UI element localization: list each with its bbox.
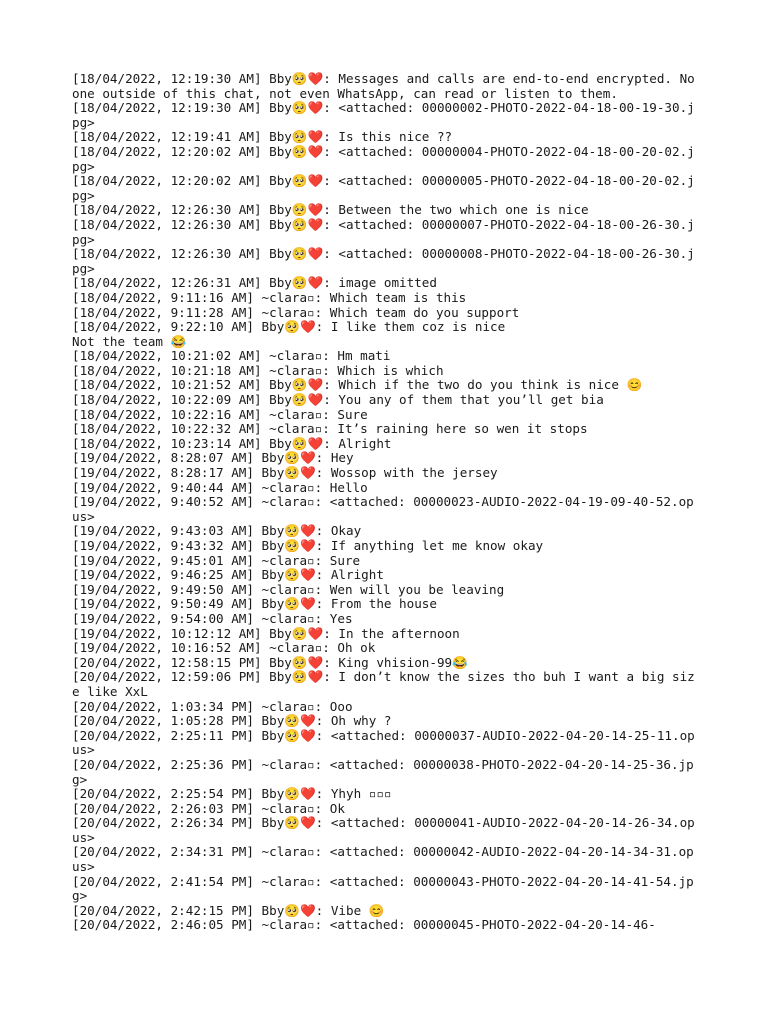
chat-message-line: [18/04/2022, 12:20:02 AM] Bby🥺❤️: <attached: 00000005-PHOTO-2022-04-18-00-20-02.jpg> [72, 173, 695, 203]
chat-message-line: [18/04/2022, 12:26:31 AM] Bby🥺❤️: image omitted [72, 275, 437, 291]
chat-message-line: [18/04/2022, 10:23:14 AM] Bby🥺❤️: Alright [72, 435, 392, 451]
chat-message-line: [19/04/2022, 8:28:07 AM] Bby🥺❤️: Hey [72, 450, 354, 466]
chat-message-line: [20/04/2022, 2:25:11 PM] Bby🥺❤️: <attached: 00000037-AUDIO-2022-04-20-14-25-11.opus> [72, 727, 695, 758]
chat-message-line: [20/04/2022, 1:05:28 PM] Bby🥺❤️: Oh why ? [72, 713, 392, 729]
chat-message-line: [20/04/2022, 12:59:06 PM] Bby🥺❤️: I don’t know the sizes tho buh I want a big size like XxL [72, 669, 695, 699]
chat-message-line: [20/04/2022, 2:42:15 PM] Bby🥺❤️: Vibe 😊 [72, 902, 385, 918]
chat-message-line: [20/04/2022, 2:25:36 PM] ~clara▫: <attached: 00000038-PHOTO-2022-04-20-14-25-36.jpg> [72, 756, 694, 787]
chat-message-line: [20/04/2022, 2:25:54 PM] Bby🥺❤️: Yhyh ▫▫▫ [72, 786, 392, 802]
chat-message-line: [18/04/2022, 12:26:30 AM] Bby🥺❤️: <attached: 00000008-PHOTO-2022-04-18-00-26-30.jpg> [72, 246, 695, 276]
chat-message-line: [20/04/2022, 2:26:03 PM] ~clara▫: Ok [72, 800, 345, 816]
chat-message-line: [18/04/2022, 9:22:10 AM] Bby🥺❤️: I like them coz is nice Not the team 😂 [72, 319, 506, 349]
chat-message-line: [20/04/2022, 2:34:31 PM] ~clara▫: <attached: 00000042-AUDIO-2022-04-20-14-34-31.opus> [72, 844, 694, 875]
chat-message-line: [19/04/2022, 9:49:50 AM] ~clara▫: Wen will you be leaving [72, 581, 505, 597]
chat-message-line: [19/04/2022, 8:28:17 AM] Bby🥺❤️: Wossop with the jersey [72, 465, 498, 481]
chat-message-line: [18/04/2022, 10:21:52 AM] Bby🥺❤️: Which if the two do you think is nice 😊 [72, 377, 643, 393]
chat-message-line: [18/04/2022, 9:11:28 AM] ~clara▫: Which team do you support [72, 304, 520, 320]
chat-message-line: [20/04/2022, 2:26:34 PM] Bby🥺❤️: <attached: 00000041-AUDIO-2022-04-20-14-26-34.opus> [72, 815, 695, 845]
chat-message-line: [18/04/2022, 10:21:02 AM] ~clara▫: Hm mati [72, 348, 391, 364]
chat-message-line: [19/04/2022, 9:50:49 AM] Bby🥺❤️: From the house [72, 596, 437, 612]
chat-message-line: [18/04/2022, 12:26:30 AM] Bby🥺❤️: <attached: 00000007-PHOTO-2022-04-18-00-26-30.jpg> [72, 216, 695, 247]
chat-message-line: [19/04/2022, 9:40:44 AM] ~clara▫: Hello [72, 479, 368, 495]
chat-message-line: [19/04/2022, 9:46:25 AM] Bby🥺❤️: Alright [72, 567, 384, 583]
chat-message-line: [18/04/2022, 10:22:32 AM] ~clara▫: It’s raining here so wen it stops [72, 421, 588, 437]
chat-message-line: [19/04/2022, 9:40:52 AM] ~clara▫: <attached: 00000023-AUDIO-2022-04-19-09-40-52.opus> [72, 494, 694, 524]
chat-message-line: [18/04/2022, 12:26:30 AM] Bby🥺❤️: Between the two which one is nice [72, 202, 589, 218]
chat-message-line: [18/04/2022, 12:19:41 AM] Bby🥺❤️: Is this nice ?? [72, 129, 453, 145]
chat-message-line: [20/04/2022, 12:58:15 PM] Bby🥺❤️: King vhision-99😂 [72, 654, 468, 670]
chat-message-line: [19/04/2022, 9:43:03 AM] Bby🥺❤️: Okay [72, 523, 362, 539]
chat-transcript [72, 71, 703, 933]
chat-message-line: [19/04/2022, 9:43:32 AM] Bby🥺❤️: If anything let me know okay [72, 538, 544, 553]
chat-message-line: [20/04/2022, 2:46:05 PM] ~clara▫: <attached: 00000045-PHOTO-2022-04-20-14-46- [72, 917, 656, 933]
chat-message-line: [18/04/2022, 10:22:16 AM] ~clara▫: Sure [72, 406, 368, 422]
chat-message-line: [19/04/2022, 10:12:12 AM] Bby🥺❤️: In the afternoon [72, 625, 460, 641]
chat-message-line: [20/04/2022, 1:03:34 PM] ~clara▫: Ooo [72, 698, 353, 714]
chat-message-line: [19/04/2022, 9:45:01 AM] ~clara▫: Sure [72, 552, 361, 568]
chat-message-line: [18/04/2022, 10:22:09 AM] Bby🥺❤️: You any of them that you’ll get bia [72, 392, 604, 408]
chat-message-line: [19/04/2022, 10:16:52 AM] ~clara▫: Oh ok [72, 640, 376, 656]
chat-message-line: [18/04/2022, 12:20:02 AM] Bby🥺❤️: <attached: 00000004-PHOTO-2022-04-18-00-20-02.jpg> [72, 143, 695, 174]
chat-message-line: [19/04/2022, 9:54:00 AM] ~clara▫: Yes [72, 610, 353, 626]
chat-message-line: [18/04/2022, 10:21:18 AM] ~clara▫: Which is which [72, 362, 444, 378]
chat-message-line: [18/04/2022, 12:19:30 AM] Bby🥺❤️: Messages and calls are end-to-end encrypted. No one outside of this chat, not even WhatsApp, can read or listen to them. [72, 71, 703, 101]
chat-message-line: [20/04/2022, 2:41:54 PM] ~clara▫: <attached: 00000043-PHOTO-2022-04-20-14-41-54.jpg> [72, 873, 694, 904]
chat-message-line: [18/04/2022, 9:11:16 AM] ~clara▫: Which team is this [72, 289, 467, 305]
chat-message-line: [18/04/2022, 12:19:30 AM] Bby🥺❤️: <attached: 00000002-PHOTO-2022-04-18-00-19-30.jpg> [72, 100, 695, 130]
